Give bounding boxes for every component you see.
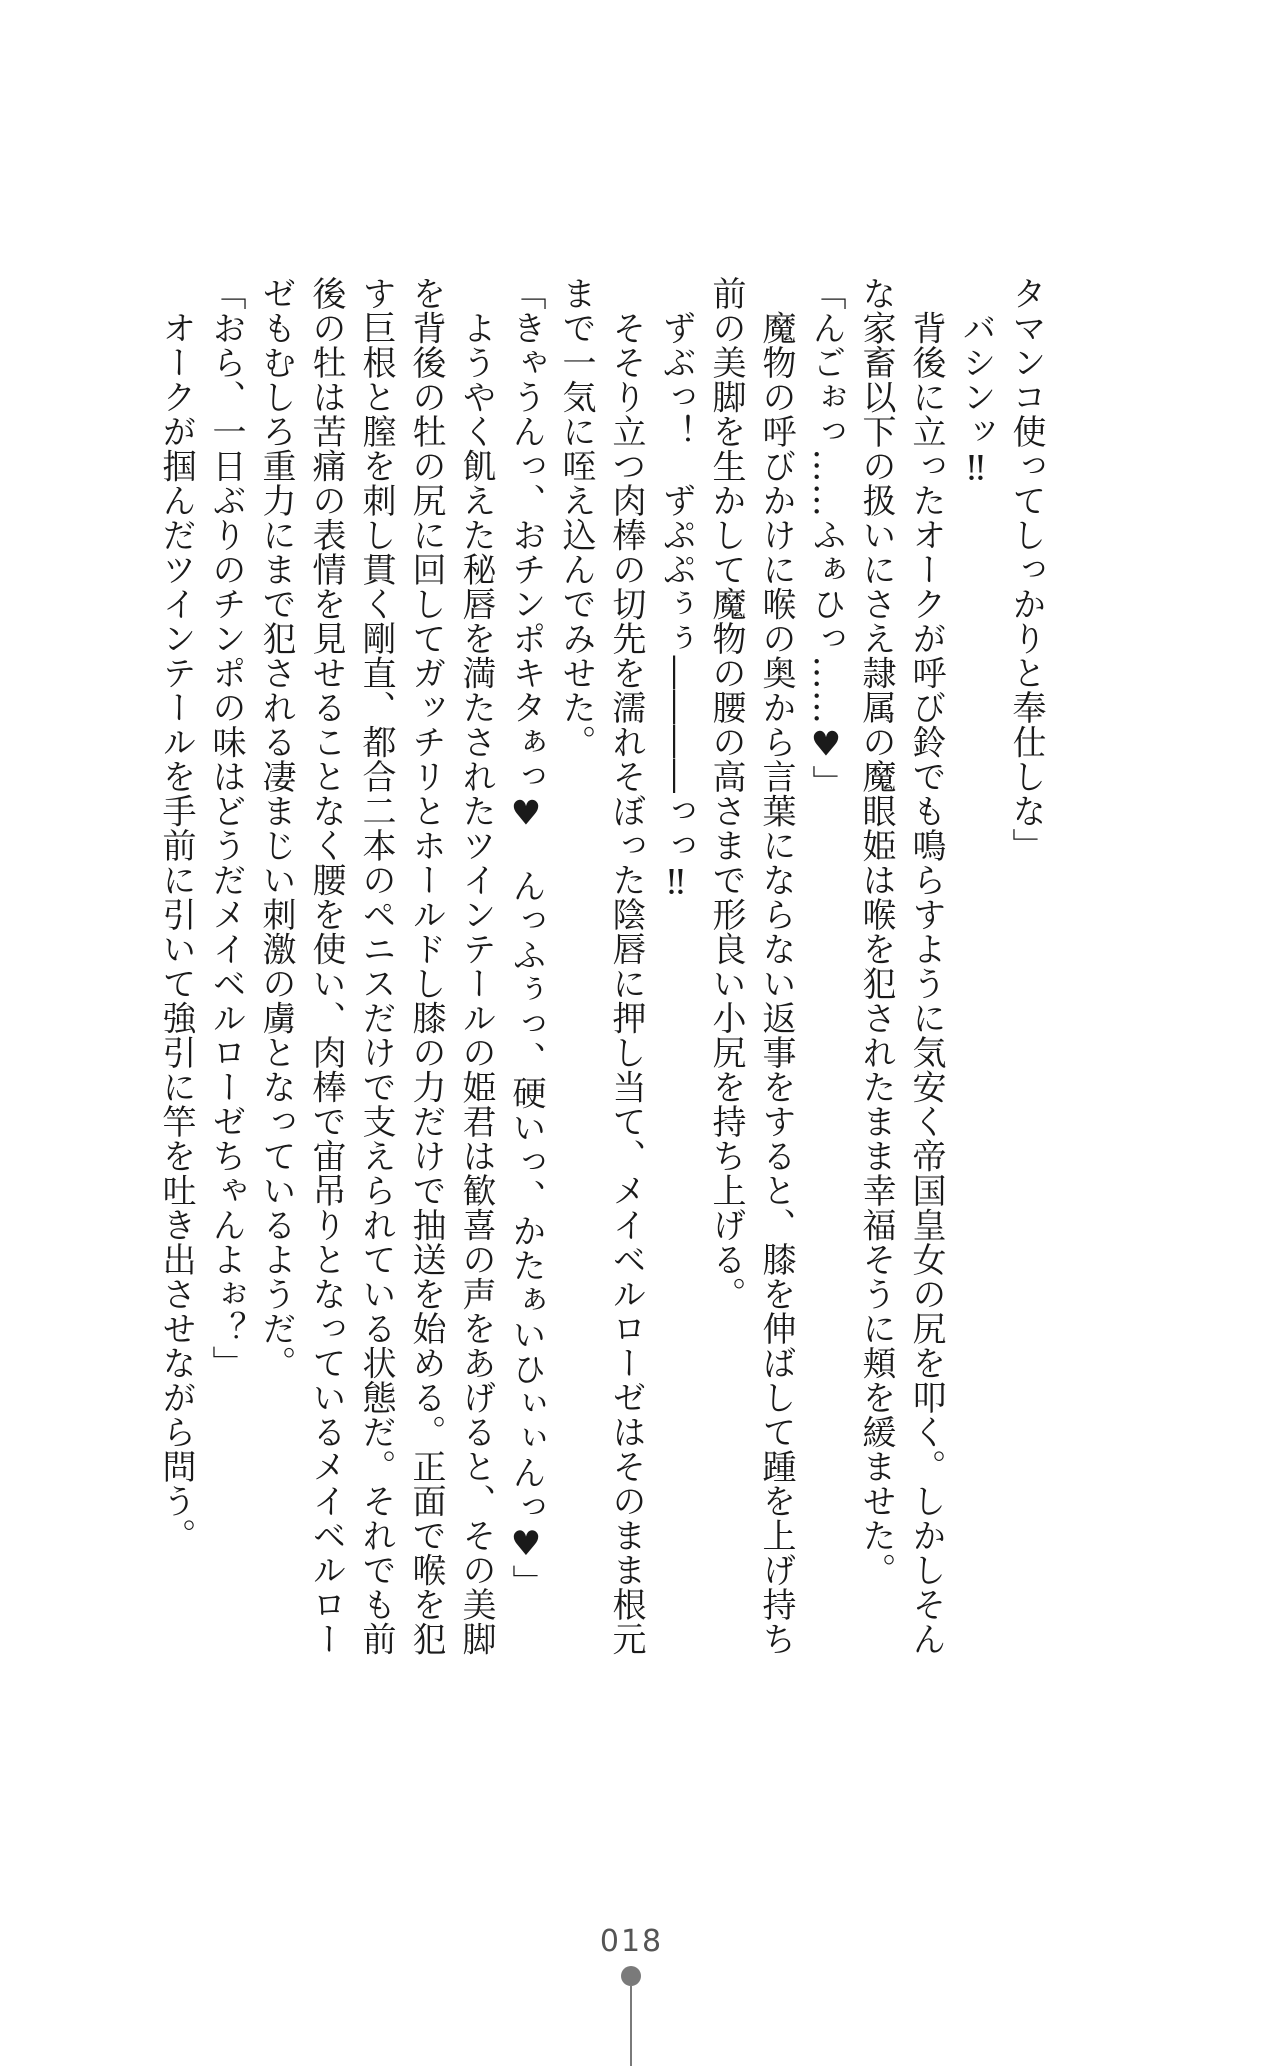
page-marker-line bbox=[630, 1986, 632, 2066]
paragraph-6: ずぶっ！ ずぷぷぅぅ――――っっ‼ bbox=[656, 276, 696, 903]
page-marker-dot bbox=[621, 1966, 641, 1986]
paragraph-8: 「きゃうんっ、おチンポキタぁっ♥ んっふぅっ、硬いっ、かたぁいひぃぃんっ♥」 bbox=[506, 276, 546, 1599]
paragraph-4: 「んごぉっ……ふぁひっ……♥」 bbox=[806, 276, 846, 800]
paragraph-5: 魔物の呼びかけに喉の奥から言葉にならない返事をすると、膝を伸ばして踵を上げ持ち前の美脚を生かして魔物の腰の高さまで形良い小尻を持ち上げる。 bbox=[706, 276, 796, 1656]
paragraph-7: そそり立つ肉棒の切先を濡れそぼった陰唇に押し当て、メイベルローゼはそのまま根元まで一気に咥え込んでみせた。 bbox=[556, 276, 646, 1656]
page-number: 018 bbox=[599, 1924, 664, 1959]
paragraph-11: オークが掴んだツインテールを手前に引いて強引に竿を吐き出させながら問う。 bbox=[156, 276, 196, 1553]
paragraph-1: タマンコ使ってしっかりと奉仕しな」 bbox=[1006, 276, 1046, 863]
paragraph-2: バシンッ‼ bbox=[956, 276, 996, 489]
paragraph-3: 背後に立ったオークが呼び鈴でも鳴らすように気安く帝国皇女の尻を叩く。しかしそんな家畜以下の扱いにさえ隷属の魔眼姫は喉を犯されたまま幸福そうに頬を緩ませた。 bbox=[856, 276, 946, 1656]
paragraph-10: 「おら、一日ぶりのチンポの味はどうだメイベルローゼちゃんよぉ？」 bbox=[206, 276, 246, 1380]
vertical-text-body bbox=[151, 276, 1051, 1656]
paragraph-9: ようやく飢えた秘唇を満たされたツインテールの姫君は歓喜の声をあげると、その美脚を背後の牡の尻に回してガッチリとホールドし膝の力だけで抽送を始める。正面で喉を犯す巨根と膣を刺し貫く剛直、都合二本のペニスだけで支えられている状態だ。それでも前後の牡は苦痛の表情を見せることなく腰を使い、肉棒で宙吊りとなっているメイベルローゼもむしろ重力にまで犯される凄まじい刺激の虜となっているようだ。 bbox=[256, 276, 496, 1656]
